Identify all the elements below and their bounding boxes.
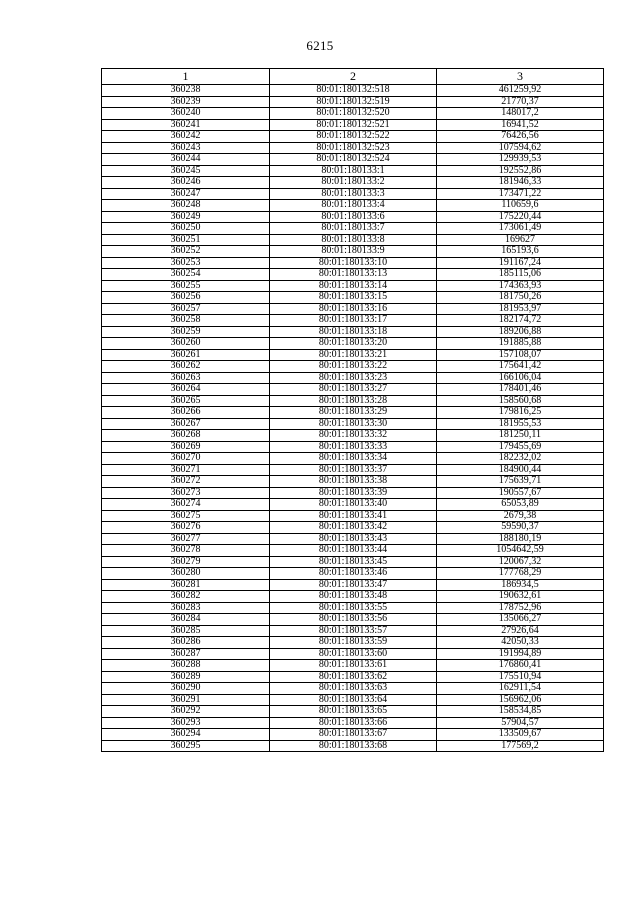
cadastral-number-cell: 80:01:180133:21 <box>270 349 437 361</box>
table-row <box>102 211 604 223</box>
table-row <box>102 384 604 396</box>
cadastral-number-cell: 80:01:180133:61 <box>270 660 437 672</box>
row-number-cell: 360241 <box>102 119 270 131</box>
row-number-cell: 360248 <box>102 200 270 212</box>
cadastral-number-cell: 80:01:180133:17 <box>270 315 437 327</box>
row-number-cell: 360253 <box>102 257 270 269</box>
value-cell: 185115,06 <box>437 269 604 281</box>
cadastral-number-cell: 80:01:180133:47 <box>270 579 437 591</box>
row-number-cell: 360252 <box>102 246 270 258</box>
row-number-cell: 360269 <box>102 441 270 453</box>
row-number-cell: 360245 <box>102 165 270 177</box>
row-number-cell: 360282 <box>102 591 270 603</box>
table-row <box>102 637 604 649</box>
value-cell: 158560,68 <box>437 395 604 407</box>
row-number-cell: 360281 <box>102 579 270 591</box>
table-row <box>102 533 604 545</box>
value-cell: 181955,53 <box>437 418 604 430</box>
table-row <box>102 269 604 281</box>
row-number-cell: 360291 <box>102 694 270 706</box>
cadastral-number-cell: 80:01:180133:66 <box>270 717 437 729</box>
row-number-cell: 360277 <box>102 533 270 545</box>
value-cell: 133509,67 <box>437 729 604 741</box>
table-row <box>102 326 604 338</box>
cadastral-number-cell: 80:01:180133:4 <box>270 200 437 212</box>
table-row <box>102 338 604 350</box>
table-row <box>102 591 604 603</box>
value-cell: 189206,88 <box>437 326 604 338</box>
table-row <box>102 453 604 465</box>
table-row <box>102 142 604 154</box>
row-number-cell: 360287 <box>102 648 270 660</box>
row-number-cell: 360270 <box>102 453 270 465</box>
table-row <box>102 177 604 189</box>
row-number-cell: 360244 <box>102 154 270 166</box>
cadastral-number-cell: 80:01:180133:30 <box>270 418 437 430</box>
row-number-cell: 360293 <box>102 717 270 729</box>
value-cell: 76426,56 <box>437 131 604 143</box>
cadastral-number-cell: 80:01:180132:518 <box>270 85 437 97</box>
table-row <box>102 131 604 143</box>
value-cell: 181750,26 <box>437 292 604 304</box>
cadastral-number-cell: 80:01:180133:40 <box>270 499 437 511</box>
row-number-cell: 360239 <box>102 96 270 108</box>
row-number-cell: 360251 <box>102 234 270 246</box>
table-row <box>102 246 604 258</box>
row-number-cell: 360263 <box>102 372 270 384</box>
table-row <box>102 119 604 131</box>
value-cell: 182174,72 <box>437 315 604 327</box>
cadastral-number-cell: 80:01:180133:2 <box>270 177 437 189</box>
row-number-cell: 360242 <box>102 131 270 143</box>
table-row <box>102 660 604 672</box>
table-row <box>102 234 604 246</box>
row-number-cell: 360295 <box>102 740 270 752</box>
value-cell: 173061,49 <box>437 223 604 235</box>
table-row <box>102 499 604 511</box>
table-row <box>102 165 604 177</box>
cadastral-number-cell: 80:01:180133:9 <box>270 246 437 258</box>
registry-table <box>101 68 604 752</box>
cadastral-number-cell: 80:01:180133:63 <box>270 683 437 695</box>
cadastral-number-cell: 80:01:180133:20 <box>270 338 437 350</box>
row-number-cell: 360249 <box>102 211 270 223</box>
table-row <box>102 372 604 384</box>
cadastral-number-cell: 80:01:180133:7 <box>270 223 437 235</box>
value-cell: 177569,2 <box>437 740 604 752</box>
table-row <box>102 96 604 108</box>
cadastral-number-cell: 80:01:180133:23 <box>270 372 437 384</box>
value-cell: 16941,52 <box>437 119 604 131</box>
value-cell: 156962,06 <box>437 694 604 706</box>
cadastral-number-cell: 80:01:180133:45 <box>270 556 437 568</box>
cadastral-number-cell: 80:01:180133:43 <box>270 533 437 545</box>
cadastral-number-cell: 80:01:180133:37 <box>270 464 437 476</box>
value-cell: 174363,93 <box>437 280 604 292</box>
row-number-cell: 360276 <box>102 522 270 534</box>
value-cell: 181946,33 <box>437 177 604 189</box>
cadastral-number-cell: 80:01:180132:522 <box>270 131 437 143</box>
cadastral-number-cell: 80:01:180133:28 <box>270 395 437 407</box>
row-number-cell: 360265 <box>102 395 270 407</box>
table-row <box>102 556 604 568</box>
cadastral-number-cell: 80:01:180133:33 <box>270 441 437 453</box>
header-row <box>102 69 604 85</box>
value-cell: 1054642,59 <box>437 545 604 557</box>
row-number-cell: 360278 <box>102 545 270 557</box>
value-cell: 178401,46 <box>437 384 604 396</box>
row-number-cell: 360256 <box>102 292 270 304</box>
value-cell: 176860,41 <box>437 660 604 672</box>
table-row <box>102 200 604 212</box>
table-row <box>102 706 604 718</box>
value-cell: 186934,5 <box>437 579 604 591</box>
row-number-cell: 360271 <box>102 464 270 476</box>
column-header-2: 2 <box>270 69 437 85</box>
table-row <box>102 522 604 534</box>
cadastral-number-cell: 80:01:180132:523 <box>270 142 437 154</box>
table-row <box>102 579 604 591</box>
value-cell: 158534,85 <box>437 706 604 718</box>
row-number-cell: 360267 <box>102 418 270 430</box>
cadastral-number-cell: 80:01:180133:46 <box>270 568 437 580</box>
value-cell: 178752,96 <box>437 602 604 614</box>
row-number-cell: 360240 <box>102 108 270 120</box>
cadastral-number-cell: 80:01:180133:48 <box>270 591 437 603</box>
table-row <box>102 694 604 706</box>
value-cell: 191994,89 <box>437 648 604 660</box>
row-number-cell: 360268 <box>102 430 270 442</box>
value-cell: 184900,44 <box>437 464 604 476</box>
value-cell: 190632,61 <box>437 591 604 603</box>
row-number-cell: 360262 <box>102 361 270 373</box>
row-number-cell: 360247 <box>102 188 270 200</box>
cadastral-number-cell: 80:01:180132:524 <box>270 154 437 166</box>
value-cell: 57904,57 <box>437 717 604 729</box>
table-row <box>102 108 604 120</box>
cadastral-number-cell: 80:01:180133:42 <box>270 522 437 534</box>
value-cell: 157108,07 <box>437 349 604 361</box>
table-row <box>102 188 604 200</box>
value-cell: 59590,37 <box>437 522 604 534</box>
value-cell: 148017,2 <box>437 108 604 120</box>
value-cell: 175510,94 <box>437 671 604 683</box>
row-number-cell: 360283 <box>102 602 270 614</box>
value-cell: 173471,22 <box>437 188 604 200</box>
cadastral-number-cell: 80:01:180133:56 <box>270 614 437 626</box>
row-number-cell: 360257 <box>102 303 270 315</box>
value-cell: 175641,42 <box>437 361 604 373</box>
table-row <box>102 568 604 580</box>
table-row <box>102 349 604 361</box>
value-cell: 181250,11 <box>437 430 604 442</box>
value-cell: 169627 <box>437 234 604 246</box>
table-row <box>102 740 604 752</box>
cadastral-number-cell: 80:01:180133:65 <box>270 706 437 718</box>
row-number-cell: 360264 <box>102 384 270 396</box>
cadastral-number-cell: 80:01:180133:8 <box>270 234 437 246</box>
row-number-cell: 360292 <box>102 706 270 718</box>
row-number-cell: 360272 <box>102 476 270 488</box>
cadastral-number-cell: 80:01:180133:27 <box>270 384 437 396</box>
row-number-cell: 360290 <box>102 683 270 695</box>
row-number-cell: 360289 <box>102 671 270 683</box>
row-number-cell: 360288 <box>102 660 270 672</box>
table-row <box>102 717 604 729</box>
cadastral-number-cell: 80:01:180133:39 <box>270 487 437 499</box>
cadastral-number-cell: 80:01:180133:57 <box>270 625 437 637</box>
value-cell: 107594,62 <box>437 142 604 154</box>
cadastral-number-cell: 80:01:180133:62 <box>270 671 437 683</box>
table-row <box>102 292 604 304</box>
cadastral-number-cell: 80:01:180133:3 <box>270 188 437 200</box>
table-row <box>102 85 604 97</box>
cadastral-number-cell: 80:01:180133:55 <box>270 602 437 614</box>
value-cell: 192552,86 <box>437 165 604 177</box>
row-number-cell: 360243 <box>102 142 270 154</box>
row-number-cell: 360238 <box>102 85 270 97</box>
row-number-cell: 360258 <box>102 315 270 327</box>
row-number-cell: 360284 <box>102 614 270 626</box>
table-row <box>102 441 604 453</box>
cadastral-number-cell: 80:01:180133:68 <box>270 740 437 752</box>
cadastral-number-cell: 80:01:180133:41 <box>270 510 437 522</box>
value-cell: 191885,88 <box>437 338 604 350</box>
cadastral-number-cell: 80:01:180133:1 <box>270 165 437 177</box>
value-cell: 110659,6 <box>437 200 604 212</box>
row-number-cell: 360261 <box>102 349 270 361</box>
table-row <box>102 430 604 442</box>
value-cell: 129939,53 <box>437 154 604 166</box>
value-cell: 162911,54 <box>437 683 604 695</box>
table-row <box>102 602 604 614</box>
table-row <box>102 545 604 557</box>
value-cell: 2679,38 <box>437 510 604 522</box>
table-row <box>102 361 604 373</box>
row-number-cell: 360279 <box>102 556 270 568</box>
table-row <box>102 154 604 166</box>
value-cell: 166106,04 <box>437 372 604 384</box>
cadastral-number-cell: 80:01:180133:14 <box>270 280 437 292</box>
table-row <box>102 671 604 683</box>
table-row <box>102 315 604 327</box>
value-cell: 21770,37 <box>437 96 604 108</box>
value-cell: 181953,97 <box>437 303 604 315</box>
cadastral-number-cell: 80:01:180133:67 <box>270 729 437 741</box>
cadastral-number-cell: 80:01:180133:64 <box>270 694 437 706</box>
cadastral-number-cell: 80:01:180133:29 <box>270 407 437 419</box>
cadastral-number-cell: 80:01:180132:521 <box>270 119 437 131</box>
row-number-cell: 360266 <box>102 407 270 419</box>
value-cell: 120067,32 <box>437 556 604 568</box>
cadastral-number-cell: 80:01:180133:38 <box>270 476 437 488</box>
table-row <box>102 280 604 292</box>
row-number-cell: 360294 <box>102 729 270 741</box>
cadastral-number-cell: 80:01:180133:13 <box>270 269 437 281</box>
row-number-cell: 360246 <box>102 177 270 189</box>
value-cell: 42050,33 <box>437 637 604 649</box>
table-row <box>102 464 604 476</box>
table-row <box>102 729 604 741</box>
cadastral-number-cell: 80:01:180132:520 <box>270 108 437 120</box>
value-cell: 27926,64 <box>437 625 604 637</box>
cadastral-number-cell: 80:01:180133:6 <box>270 211 437 223</box>
row-number-cell: 360254 <box>102 269 270 281</box>
table-row <box>102 407 604 419</box>
cadastral-number-cell: 80:01:180133:44 <box>270 545 437 557</box>
value-cell: 175220,44 <box>437 211 604 223</box>
row-number-cell: 360285 <box>102 625 270 637</box>
column-header-3: 3 <box>437 69 604 85</box>
table-body <box>102 85 604 752</box>
row-number-cell: 360250 <box>102 223 270 235</box>
row-number-cell: 360274 <box>102 499 270 511</box>
table-row <box>102 418 604 430</box>
value-cell: 135066,27 <box>437 614 604 626</box>
row-number-cell: 360255 <box>102 280 270 292</box>
value-cell: 182232,02 <box>437 453 604 465</box>
table-row <box>102 303 604 315</box>
cadastral-number-cell: 80:01:180133:15 <box>270 292 437 304</box>
table-row <box>102 223 604 235</box>
cadastral-number-cell: 80:01:180133:32 <box>270 430 437 442</box>
value-cell: 177768,29 <box>437 568 604 580</box>
table-header <box>102 69 604 85</box>
value-cell: 191167,24 <box>437 257 604 269</box>
cadastral-number-cell: 80:01:180133:18 <box>270 326 437 338</box>
value-cell: 179816,25 <box>437 407 604 419</box>
row-number-cell: 360259 <box>102 326 270 338</box>
table-row <box>102 395 604 407</box>
row-number-cell: 360280 <box>102 568 270 580</box>
value-cell: 175639,71 <box>437 476 604 488</box>
cadastral-number-cell: 80:01:180133:10 <box>270 257 437 269</box>
table-row <box>102 614 604 626</box>
cadastral-number-cell: 80:01:180132:519 <box>270 96 437 108</box>
row-number-cell: 360275 <box>102 510 270 522</box>
table-row <box>102 257 604 269</box>
table-row <box>102 648 604 660</box>
value-cell: 165193,6 <box>437 246 604 258</box>
cadastral-number-cell: 80:01:180133:60 <box>270 648 437 660</box>
column-header-1: 1 <box>102 69 270 85</box>
row-number-cell: 360260 <box>102 338 270 350</box>
table-row <box>102 510 604 522</box>
cadastral-number-cell: 80:01:180133:22 <box>270 361 437 373</box>
cadastral-number-cell: 80:01:180133:59 <box>270 637 437 649</box>
row-number-cell: 360273 <box>102 487 270 499</box>
value-cell: 188180,19 <box>437 533 604 545</box>
table-row <box>102 683 604 695</box>
table-row <box>102 625 604 637</box>
cadastral-number-cell: 80:01:180133:34 <box>270 453 437 465</box>
row-number-cell: 360286 <box>102 637 270 649</box>
value-cell: 179455,69 <box>437 441 604 453</box>
value-cell: 190557,67 <box>437 487 604 499</box>
value-cell: 461259,92 <box>437 85 604 97</box>
table-row <box>102 476 604 488</box>
page-number: 6215 <box>306 38 334 53</box>
table-row <box>102 487 604 499</box>
cadastral-number-cell: 80:01:180133:16 <box>270 303 437 315</box>
value-cell: 65053,89 <box>437 499 604 511</box>
